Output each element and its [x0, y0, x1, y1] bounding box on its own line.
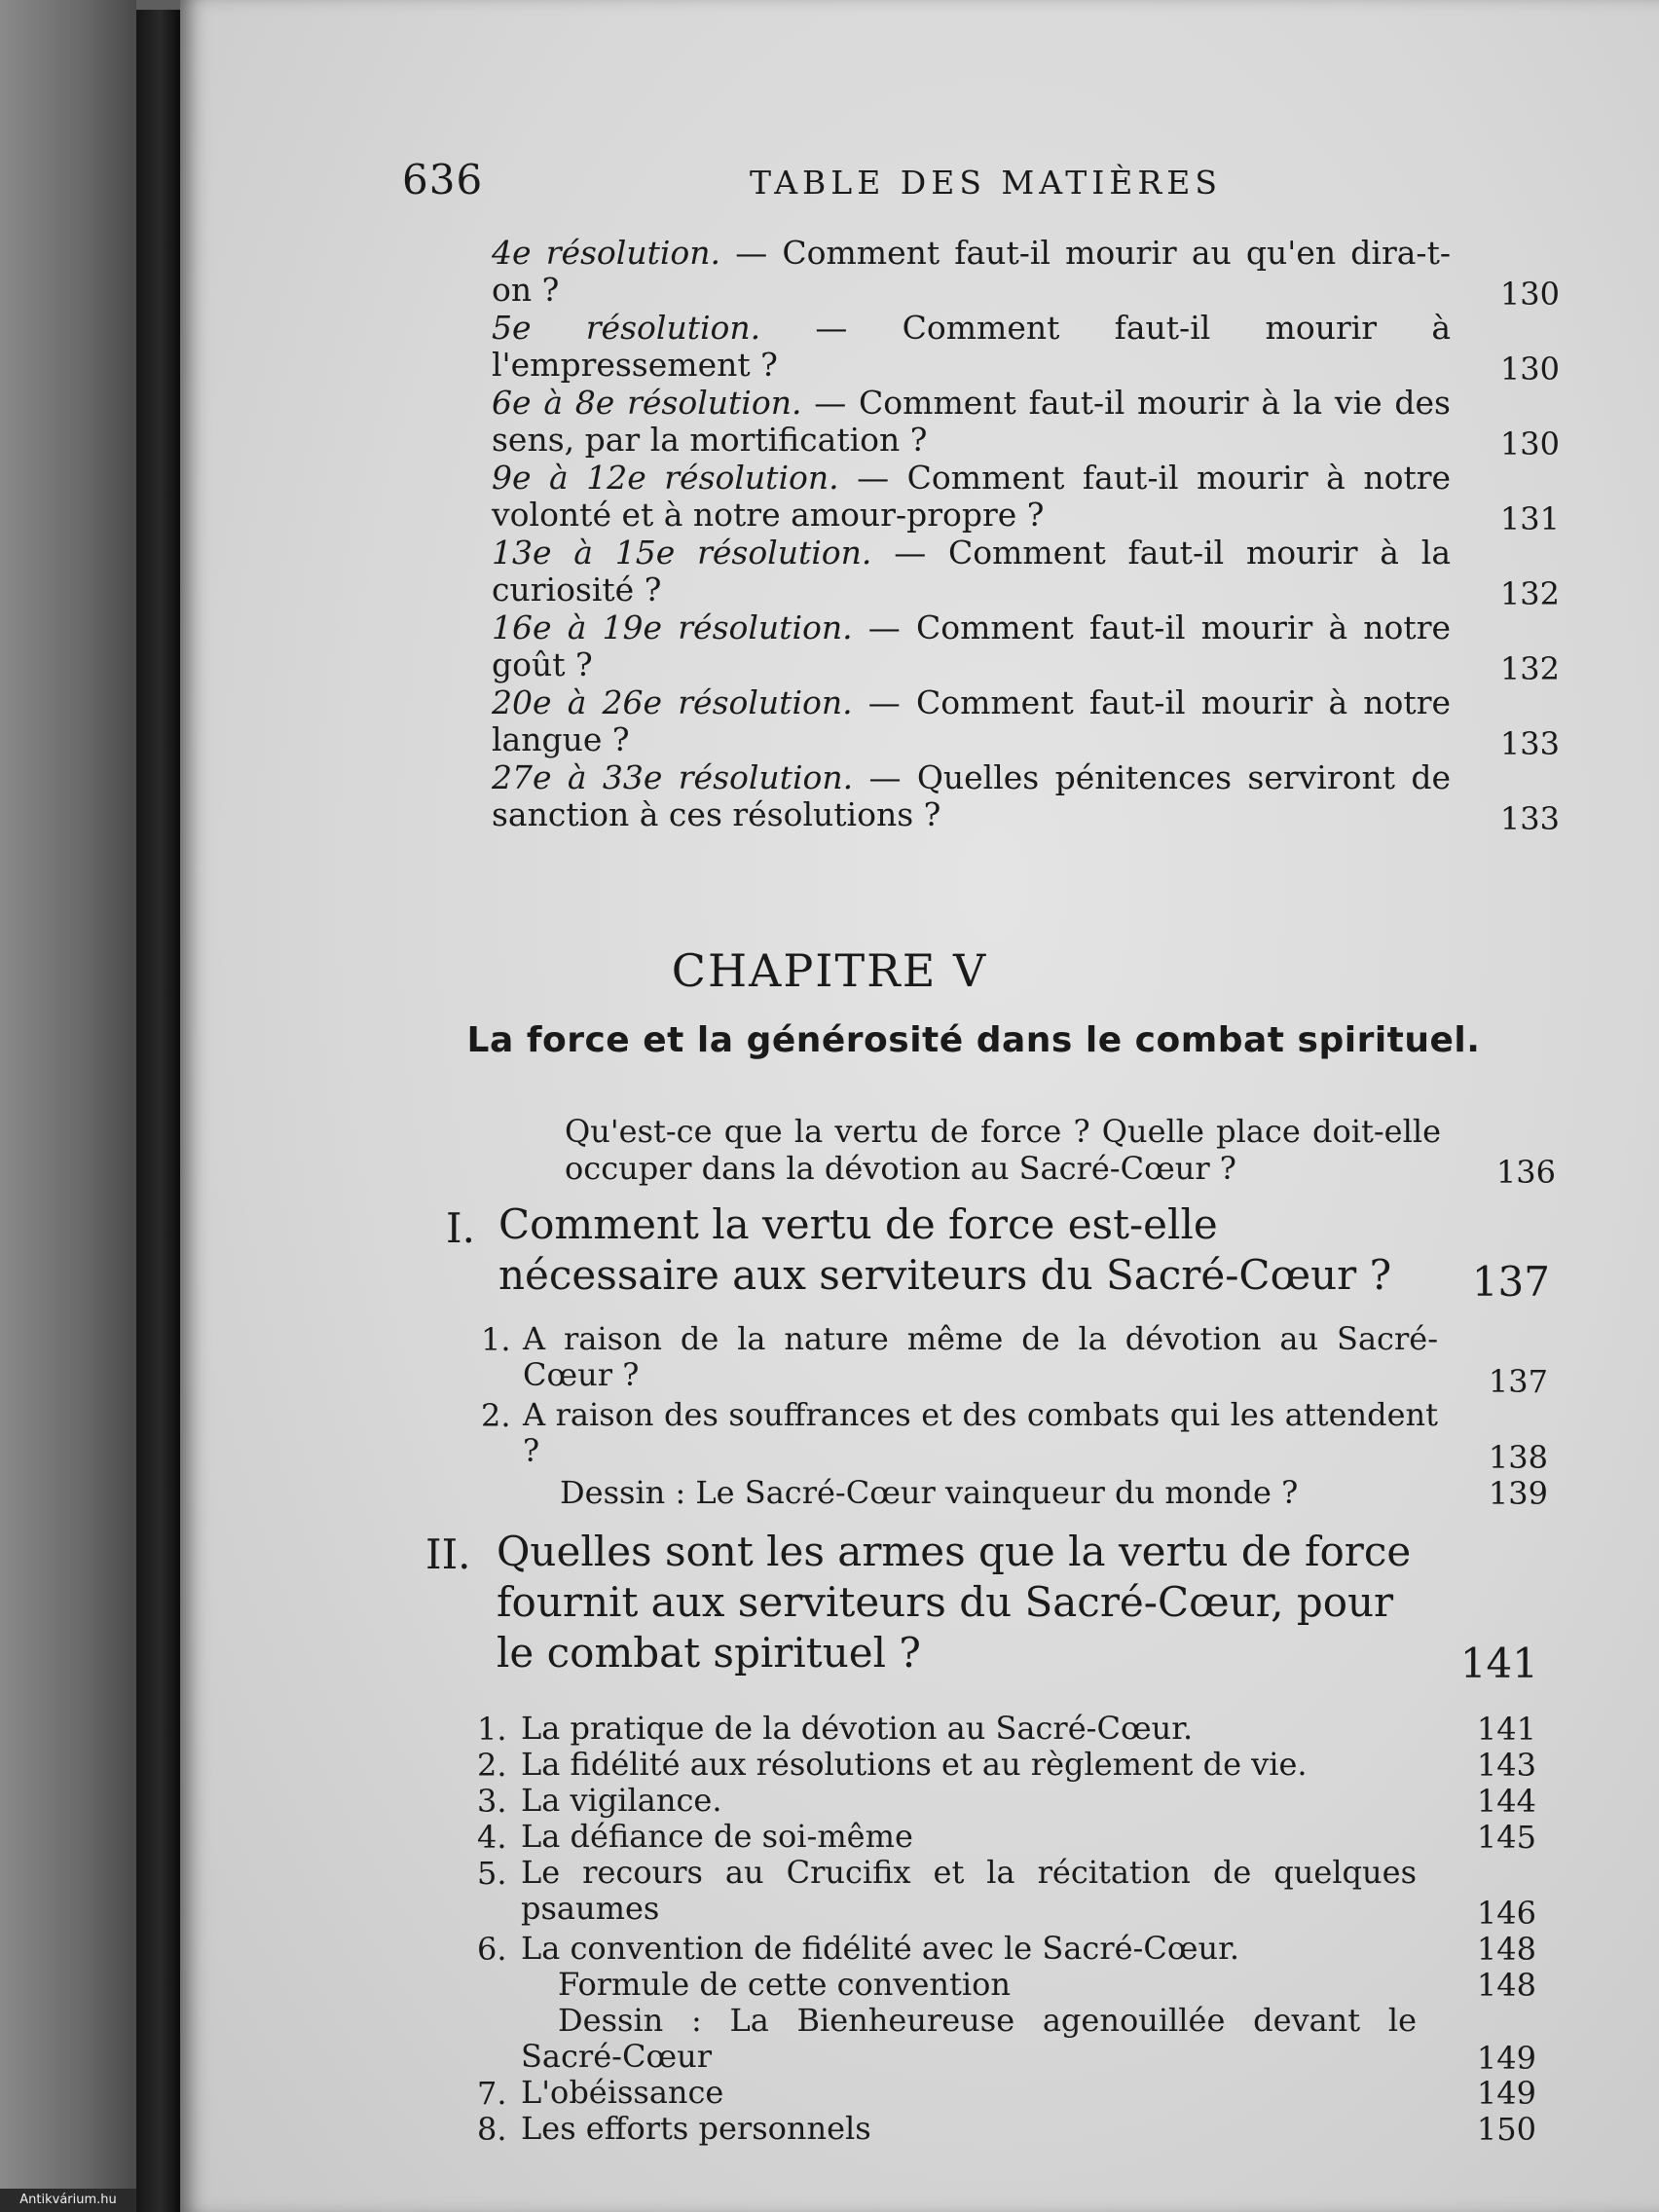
item-number: 1.	[481, 1321, 511, 1358]
item-page: 144	[1476, 1783, 1536, 1820]
toc-entry	[492, 385, 1451, 459]
item-text: L'obéissance	[521, 2074, 724, 2111]
entry-page: 133	[1499, 725, 1560, 762]
item-text: Les efforts personnels	[521, 2110, 871, 2147]
item-text: Dessin : Le Sacré-Cœur vainqueur du monde ?	[560, 1474, 1299, 1511]
entry-text: — Comment faut-il mourir à l'empressement ?	[492, 309, 1451, 384]
item-text: Le recours au Crucifix et la récitation de quelques psaumes	[521, 1854, 1417, 1927]
entry-text: — Comment faut-il mourir à notre goût ?	[492, 608, 1451, 683]
chapter-heading: CHAPITRE V	[671, 944, 988, 997]
toc-entry	[492, 684, 1451, 758]
entry-text: — Quelles pénitences serviront de sanction à ces résolutions ?	[492, 758, 1451, 833]
item-page: 143	[1476, 1747, 1536, 1784]
item-number: 7.	[477, 2075, 507, 2112]
entry-label: 27e à 33e résolution.	[492, 758, 854, 796]
item-page: 148	[1476, 1931, 1536, 1968]
entry-page: 133	[1499, 800, 1560, 837]
section-title: Quelles sont les armes que la vertu de force fournit aux serviteurs du Sacré-Cœur, pour le combat spirituel ?	[497, 1528, 1412, 1677]
entry-page: 132	[1499, 650, 1560, 687]
item-number: 8.	[477, 2111, 507, 2148]
item-page: 139	[1488, 1475, 1548, 1512]
entry-page: 130	[1499, 350, 1560, 387]
entry-page: 131	[1499, 500, 1560, 537]
item-number: 1.	[477, 1711, 507, 1748]
section-page: 141	[1459, 1640, 1538, 1687]
item-text: A raison de la nature même de la dévotion au Sacré-Cœur ?	[523, 1320, 1438, 1393]
entry-text: — Comment faut-il mourir à la vie des sens, par la mortification ?	[492, 384, 1451, 459]
chapter-title: La force et la générosité dans le combat spirituel.	[466, 1020, 1481, 1060]
page-number: 636	[402, 156, 484, 203]
item-page: 150	[1476, 2111, 1536, 2148]
toc-entry	[492, 310, 1451, 384]
toc-entry	[492, 759, 1451, 833]
item-number: 2.	[481, 1397, 511, 1434]
item-page: 138	[1488, 1439, 1548, 1476]
item-number: 5.	[477, 1855, 507, 1892]
intro-entry: Qu'est-ce que la vertu de force ? Quelle place doit-elle occuper dans la dévotion au Sacré-Cœur ?	[565, 1113, 1441, 1187]
item-number: 4.	[477, 1819, 507, 1856]
entry-label: 6e à 8e résolution.	[492, 384, 802, 422]
entry-label: 16e à 19e résolution.	[492, 608, 853, 646]
book-spine	[136, 10, 180, 2212]
toc-entry	[492, 609, 1451, 683]
item-text: La pratique de la dévotion au Sacré-Cœur.	[521, 1710, 1194, 1747]
entry-text: — Comment faut-il mourir à notre langue ?	[492, 683, 1451, 758]
item-page: 141	[1476, 1711, 1536, 1748]
entry-label: 4e résolution.	[492, 234, 721, 272]
entry-label: 13e à 15e résolution.	[492, 534, 872, 571]
item-number: 2.	[477, 1747, 507, 1784]
watermark: Antikvárium.hu	[0, 2189, 136, 2212]
item-text: Formule de cette convention	[558, 1966, 1011, 2003]
entry-page: 130	[1499, 425, 1560, 462]
item-text: La convention de fidélité avec le Sacré-Cœur.	[521, 1930, 1240, 1967]
entry-label: 9e à 12e résolution.	[492, 459, 839, 497]
item-number: 3.	[477, 1783, 507, 1820]
intro-page: 136	[1495, 1154, 1556, 1191]
item-page: 148	[1476, 1967, 1536, 2004]
item-text: La défiance de soi-même	[521, 1818, 913, 1855]
item-text: A raison des souffrances et des combats qui les attendent ?	[523, 1396, 1438, 1469]
item-text: La fidélité aux résolutions et au règlement de vie.	[521, 1746, 1308, 1783]
entry-label: 20e à 26e résolution.	[492, 683, 853, 721]
section-numeral: I.	[446, 1204, 475, 1252]
entry-page: 130	[1499, 276, 1560, 313]
entry-label: 5e résolution.	[492, 309, 761, 347]
item-text: La vigilance.	[521, 1782, 722, 1819]
item-page: 145	[1476, 1819, 1536, 1856]
section-title: Comment la vertu de force est-elle nécessaire aux serviteurs du Sacré-Cœur ?	[498, 1200, 1392, 1299]
entry-text: — Comment faut-il mourir à la curiosité ?	[492, 534, 1451, 608]
item-text: Dessin : La Bienheureuse agenouillée devant le Sacré-Cœur	[521, 2002, 1417, 2075]
toc-entry	[492, 460, 1451, 534]
entry-page: 132	[1499, 575, 1560, 612]
toc-entry	[492, 535, 1451, 608]
item-number: 6.	[477, 1931, 507, 1968]
item-page: 137	[1488, 1363, 1548, 1400]
background-left	[0, 0, 136, 2212]
section-page: 137	[1471, 1258, 1550, 1306]
item-page: 149	[1476, 2075, 1536, 2112]
item-page: 149	[1476, 2040, 1536, 2077]
entry-text: — Comment faut-il mourir au qu'en dira-t-on ?	[492, 234, 1451, 309]
item-page: 146	[1476, 1895, 1536, 1932]
running-title: TABLE DES MATIÈRES	[750, 164, 1222, 202]
toc-entry	[492, 235, 1451, 309]
entry-text: — Comment faut-il mourir à notre volonté et à notre amour-propre ?	[492, 459, 1452, 534]
section-numeral: II.	[425, 1530, 471, 1578]
